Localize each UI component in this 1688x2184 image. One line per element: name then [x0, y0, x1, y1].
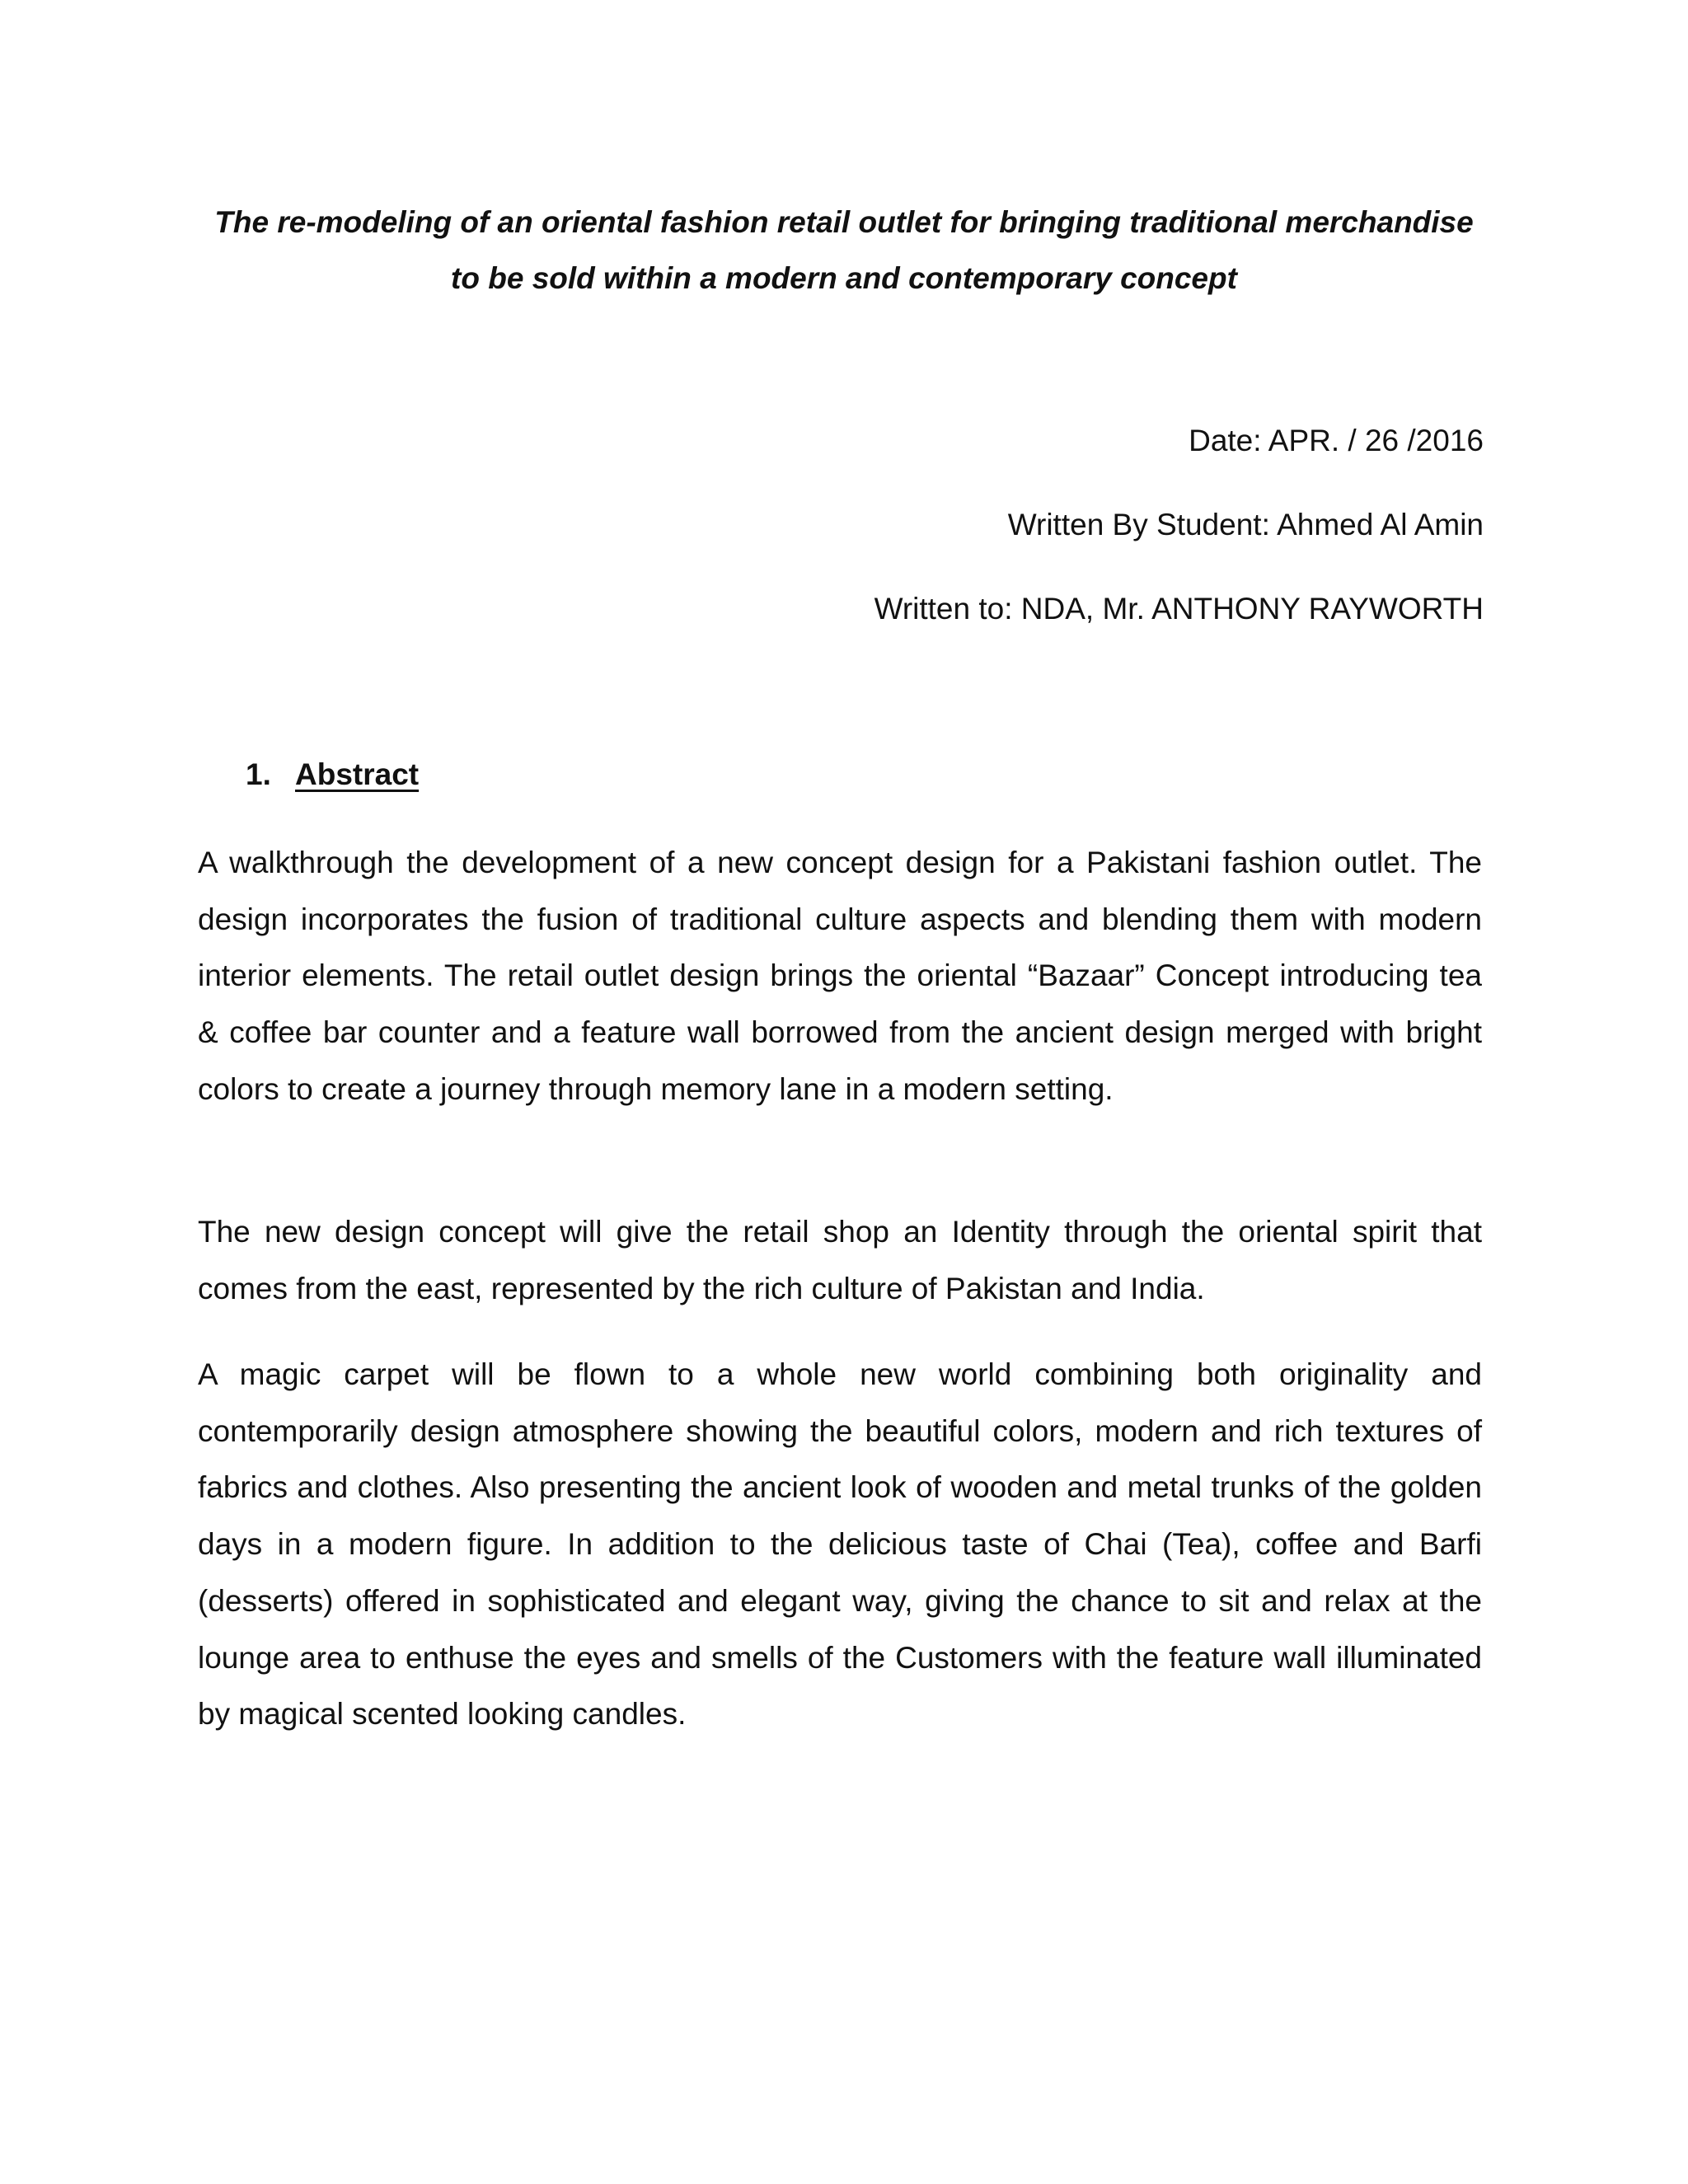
section-number: 1.: [246, 757, 271, 791]
section-title: Abstract: [295, 757, 420, 791]
recipient-line: Written to: NDA, Mr. ANTHONY RAYWORTH: [874, 592, 1484, 626]
abstract-paragraph-2: The new design concept will give the retail shop an Identity through the oriental spirit that comes from the east, represented by the rich culture of Pakistan and India.: [198, 1215, 1482, 1305]
date-line: Date: APR. / 26 /2016: [1189, 424, 1484, 457]
section-heading-abstract: [246, 757, 419, 793]
author-line: Written By Student: Ahmed Al Amin: [1007, 508, 1484, 541]
document-title: The re-modeling of an oriental fashion retail outlet for bringing traditional merchandise to be sold within a modern and contemporary concept: [214, 205, 1474, 295]
abstract-paragraph-3: A magic carpet will be flown to a whole new world combining both originality and contemporarily design atmosphere showing the beautiful colors, modern and rich textures of fabrics and clothes. Also presenting the ancient look of wooden and metal trunks of the golden days in a modern figure. In addition to the delicious taste of Chai (Tea), coffee and Barfi (desserts) offered in sophisticated and elegant way, giving the chance to sit and relax at the lounge area to enthuse the eyes and smells of the Customers with the feature wall illuminated by magical scented looking candles.: [198, 1357, 1482, 1732]
abstract-paragraph-1: A walkthrough the development of a new concept design for a Pakistani fashion outlet. The design incorporates the fusion of traditional culture aspects and blending them with modern interior elements. The retail outlet design brings the oriental “Bazaar” Concept introducing tea & coffee bar counter and a feature wall borrowed from the ancient design merged with bright colors to create a journey through memory lane in a modern setting.: [198, 846, 1482, 1106]
